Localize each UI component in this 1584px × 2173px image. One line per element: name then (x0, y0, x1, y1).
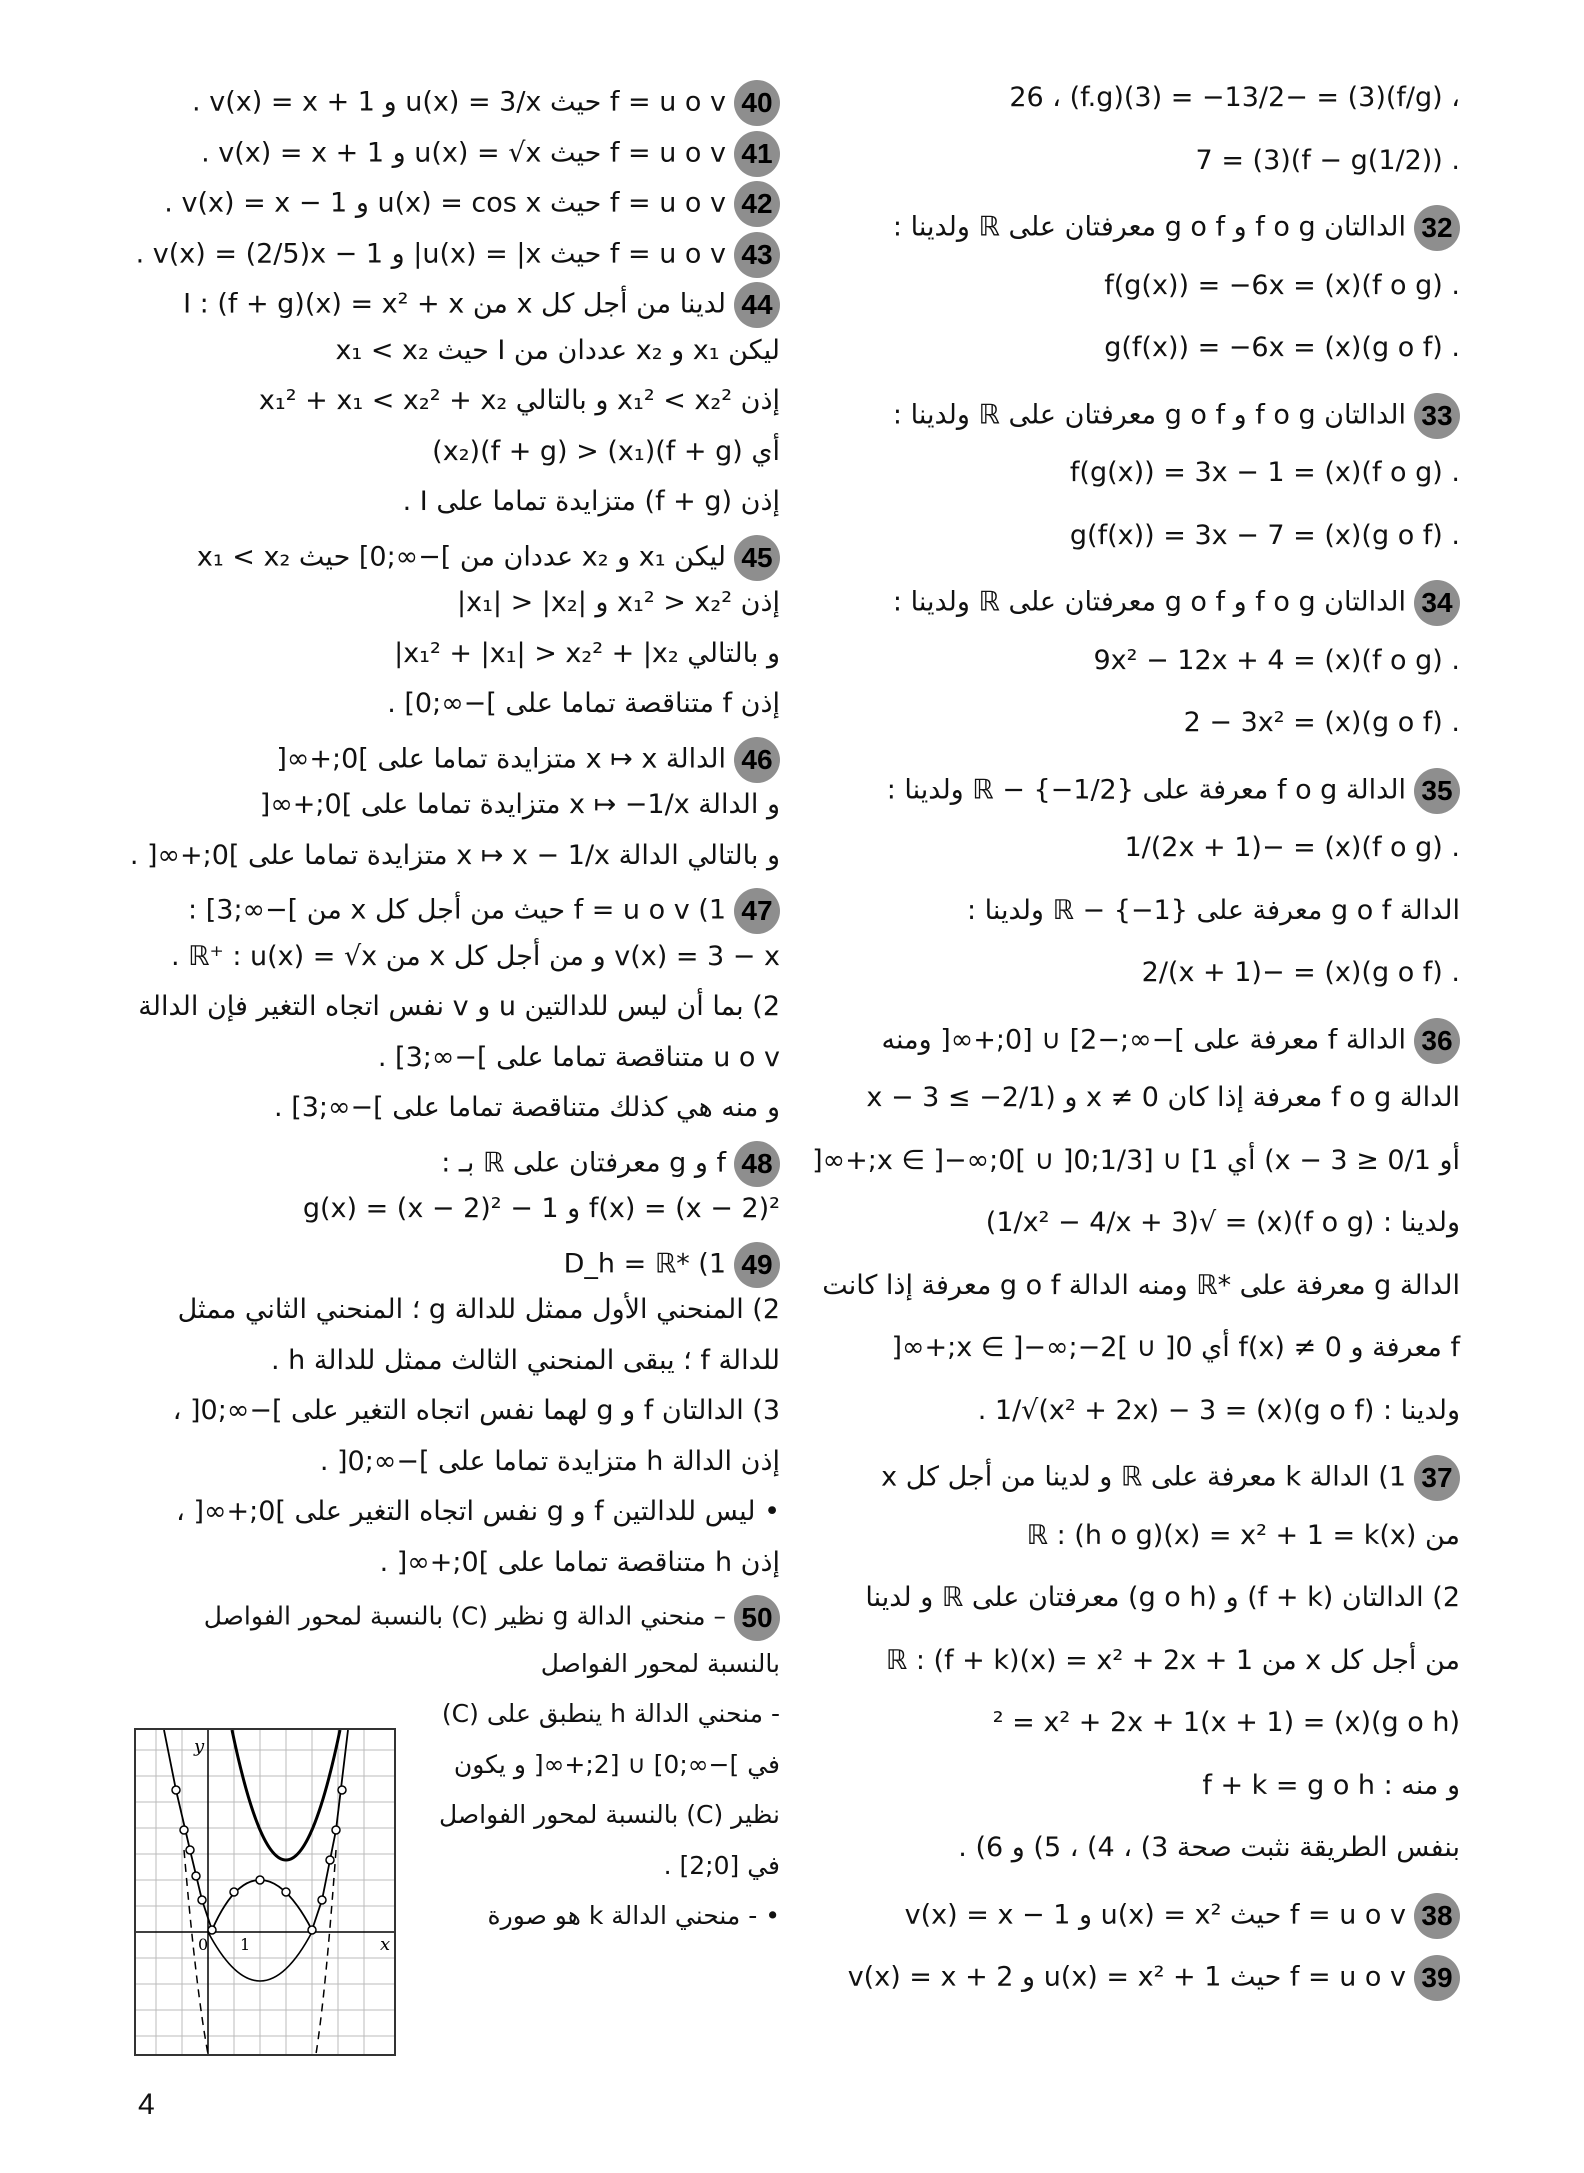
line-text: . (f o g)(x) = f(g(x)) = 3x − 1 (1069, 457, 1460, 488)
text-line (439, 1797, 780, 1833)
text-line (197, 535, 780, 581)
text-line (188, 888, 780, 934)
line-text: f = u o v حيث u(x) = √x و v(x) = x + 1 . (201, 137, 726, 168)
y-axis-label: y (194, 1736, 205, 1757)
line-text: الدالة f o g معرفة على ℝ − {−1/2} ولدينا : (886, 774, 1406, 805)
text-line (454, 1747, 780, 1783)
text-line (1184, 705, 1460, 741)
text-line (303, 1191, 780, 1227)
page-number: 4 (138, 2088, 155, 2121)
line-text: . (g o f)(x) = −2/(x + 1) (1141, 957, 1460, 988)
line-text: من أجل كل x من ℝ : (f + k)(x) = x² + 2x + 1 (885, 1644, 1460, 1676)
line-text: إذن x₁² > x₂² و |x₁| > |x₂| (457, 587, 780, 618)
exercise-number: 38 (1414, 1893, 1460, 1939)
text-line (380, 1545, 780, 1581)
line-text: f = u o v حيث u(x) = |x| و v(x) = (2/5)x − 1 . (135, 238, 726, 269)
text-line (274, 1090, 780, 1126)
line-text: ليكن x₁ و x₂ عددان من I حيث x₁ < x₂ (335, 334, 780, 366)
text-line (958, 1830, 1460, 1866)
text-line (1104, 330, 1460, 366)
text-line (893, 393, 1460, 439)
exercise-number: 50 (734, 1595, 780, 1641)
text-line (812, 1143, 1460, 1179)
text-line (1070, 455, 1460, 491)
text-line (1009, 80, 1460, 116)
exercise-number: 37 (1414, 1455, 1460, 1501)
exercise-number: 44 (734, 282, 780, 328)
origin-label: 0 (198, 1935, 209, 1954)
text-line (271, 1343, 780, 1379)
exercise-number: 41 (734, 131, 780, 177)
line-text: f و g معرفتان على ℝ بـ : (441, 1147, 726, 1178)
line-text: الدالة x ↦ x متزايدة تماما على ]0;+∞[ (276, 743, 726, 774)
line-text: الدالة g معرفة على *ℝ ومنه الدالة g o f معرفة إذا كانت (822, 1269, 1460, 1301)
line-text: إذن h متناقصة تماما على ]0;+∞[ . (379, 1546, 780, 1578)
line-text: أو 1/x − 3 ≥ 0) أي x ∈ ]−∞;0[ ∪ ]0;1/3] ∪ [1;+∞[ (812, 1144, 1460, 1176)
line-text: 3) الدالتان f و g لهما نفس اتجاه التغير على ]−∞;0[ ، (172, 1395, 780, 1426)
text-line (887, 768, 1460, 814)
text-line (1027, 1518, 1460, 1554)
text-line (441, 1141, 780, 1187)
line-text: ولدينا : (g o f)(x) = 1/√(x² + 2x) − 3 . (977, 1394, 1460, 1426)
text-line (1124, 830, 1460, 866)
unit-label: 1 (240, 1935, 251, 1954)
line-text: f(x) = (x − 2)² و g(x) = (x − 2)² − 1 (302, 1193, 780, 1224)
line-text: و بالتالي الدالة x ↦ x − 1/x متزايدة تماما على ]0;+∞[ . (129, 839, 780, 871)
text-line (905, 1893, 1460, 1939)
exercise-number: 45 (734, 535, 780, 581)
line-text: ولدينا : (f o g)(x) = √(1/x² − 4/x + 3) (985, 1207, 1460, 1238)
text-line (178, 1292, 780, 1328)
line-text: f = u o v حيث u(x) = x² و v(x) = x − 1 (904, 1899, 1406, 1930)
line-text: f = u o v حيث u(x) = 3/x و v(x) = x + 1 . (192, 86, 726, 118)
exercise-number: 39 (1414, 1955, 1460, 2001)
text-line (848, 1955, 1460, 2001)
line-text: ، (f/g)(3) = −26 ، (f.g)(3) = −13/2 (1009, 82, 1460, 113)
text-line (891, 1330, 1460, 1366)
text-line (432, 434, 780, 470)
text-line (882, 1018, 1460, 1064)
exercise-number: 43 (734, 232, 780, 278)
text-line (378, 1040, 780, 1076)
line-text: و الدالة x ↦ −1/x متزايدة تماما على ]0;+∞[ (259, 789, 780, 820)
text-line (541, 1646, 780, 1682)
text-line (893, 580, 1460, 626)
line-text: ليكن x₁ و x₂ عددان من ]−∞;0] حيث x₁ < x₂ (196, 541, 726, 572)
text-line (164, 181, 780, 227)
text-line (192, 80, 780, 126)
line-text: 2) المنحني الأول ممثل للدالة g ؛ المنحني الثاني ممثل (177, 1294, 780, 1325)
text-line (564, 1242, 780, 1288)
exercise-number: 36 (1414, 1018, 1460, 1064)
text-line (130, 838, 780, 874)
text-line (457, 585, 780, 621)
line-text: . ((1/2)f − g)(3) = 7 (1195, 144, 1460, 176)
text-line (201, 131, 780, 177)
line-text: 2) بما أن ليس للدالتين u و v نفس اتجاه التغير فإن الدالة (138, 991, 780, 1022)
exercise-number: 33 (1414, 393, 1460, 439)
line-text: • ليس للدالتين f و g نفس اتجاه التغير على ]0;+∞[ ، (176, 1496, 780, 1527)
line-text: و منه هي كذلك متناقصة تماما على ]−∞;3] . (274, 1092, 780, 1123)
exercise-number: 35 (1414, 768, 1460, 814)
text-line (176, 1494, 780, 1530)
text-line (993, 1705, 1460, 1741)
line-text: للدالة f ؛ يبقى المنحني الثالث ممثل للدالة h . (270, 1344, 780, 1376)
exercise-number: 49 (734, 1242, 780, 1288)
text-line (865, 1580, 1460, 1616)
text-line (866, 1080, 1460, 1116)
text-line (260, 787, 780, 823)
line-text: إذن x₁² < x₂² و بالتالي x₁² + x₁ < x₂² + x₂ (258, 385, 780, 416)
text-line (1104, 268, 1460, 304)
line-text: إذن f متناقصة تماما على ]−∞;0] . (387, 688, 780, 719)
text-line (394, 636, 780, 672)
text-line (893, 205, 1460, 251)
exercise-number: 32 (1414, 205, 1460, 251)
line-text: بالنسبة لمحور الفواصل (540, 1648, 780, 1678)
line-text: . (f o g)(x) = 9x² − 12x + 4 (1093, 644, 1460, 676)
graph-svg (136, 1730, 394, 2054)
text-line (204, 1595, 780, 1641)
text-line (1094, 643, 1461, 679)
line-text: 1) f = u o v حيث من أجل كل x من ]−∞;3] : (188, 894, 726, 926)
exercise-number: 40 (734, 80, 780, 126)
text-line (822, 1268, 1460, 1304)
line-text: v(x) = 3 − x و من أجل كل x من ℝ⁺ : u(x) = √x . (170, 940, 780, 972)
line-text: • - منحني الدالة k هو صورة (487, 1901, 780, 1930)
line-text: الدالة g o f معرفة على ℝ − {−1} ولدينا : (966, 894, 1460, 926)
text-line (1142, 955, 1460, 991)
exercise-number: 47 (734, 888, 780, 934)
line-text: – منحني الدالة g نظير (C) بالنسبة لمحور الفواصل (203, 1601, 726, 1631)
text-line (403, 484, 780, 520)
line-text: 2) الدالتان (f + k) و (g o h) معرفتان على ℝ و لدينا (865, 1582, 1460, 1613)
exercise-number: 34 (1414, 580, 1460, 626)
text-line (387, 686, 780, 722)
text-line (335, 333, 780, 369)
line-text: الدالة f معرفة على ]−∞;−2] ∪ [0;+∞[ ومنه (881, 1024, 1406, 1055)
line-text: و بالتالي x₁² + |x₁| > x₂² + |x₂| (394, 637, 780, 669)
text-line (986, 1205, 1460, 1241)
line-text: الدالة f o g معرفة إذا كان x ≠ 0 و (1/x − 3 ≤ −2 (866, 1082, 1460, 1113)
text-line (886, 1643, 1460, 1679)
line-text: و منه : f + k = g o h (1202, 1769, 1460, 1801)
line-text: D_h = ℝ* (1 (563, 1248, 726, 1279)
text-line (442, 1696, 780, 1732)
text-line (967, 893, 1460, 929)
exercise-number: 46 (734, 737, 780, 783)
text-line (1070, 518, 1460, 554)
line-text: إذن (f + g) متزايدة تماما على I . (402, 486, 780, 517)
line-text: u o v متناقصة تماما على ]−∞;3] . (377, 1041, 780, 1073)
line-text: (g o h)(x) = (x + 1)² = x² + 2x + 1 (992, 1707, 1460, 1738)
line-text: الدالتان f o g و g o f معرفتان على ℝ ولدينا : (892, 586, 1406, 618)
text-line (173, 1393, 780, 1429)
line-text: . (g o f)(x) = g(f(x)) = −6x (1104, 332, 1460, 363)
line-text: . (g o f)(x) = g(f(x)) = 3x − 7 (1069, 519, 1460, 551)
exercise-number: 48 (734, 1141, 780, 1187)
line-text: لدينا من أجل كل x من I : (f + g)(x) = x² + x (183, 288, 726, 320)
text-line (183, 282, 780, 328)
text-line (664, 1848, 780, 1884)
graph-grid (136, 1730, 394, 2054)
line-text: في ]−∞;0] ∪ [2;+∞[ و يكون (453, 1749, 780, 1779)
line-text: 1) الدالة k معرفة على ℝ و لدينا من أجل كل x (881, 1461, 1406, 1493)
line-text: . (f o g)(x) = f(g(x)) = −6x (1104, 269, 1460, 301)
line-text: في [0;2] . (663, 1850, 780, 1880)
text-line (320, 1444, 780, 1480)
text-line (171, 939, 780, 975)
line-text: f = u o v حيث u(x) = cos x و v(x) = x − 1 . (164, 187, 726, 219)
line-text: f معرفة و f(x) ≠ 0 أي x ∈ ]−∞;−2[ ∪ ]0;+∞[ (891, 1332, 1460, 1363)
line-text: . (f o g)(x) = −1/(2x + 1) (1124, 832, 1460, 863)
text-line (138, 989, 780, 1025)
line-text: الدالتان f o g و g o f معرفتان على ℝ ولدينا : (892, 399, 1406, 430)
text-line (1196, 143, 1460, 179)
exercise-50-graph (134, 1728, 396, 2056)
text-line (881, 1455, 1460, 1501)
line-text: إذن الدالة h متزايدة تماما على ]−∞;0[ . (319, 1445, 780, 1477)
line-text: أي (f + g)(x₁) < (f + g)(x₂) (432, 435, 780, 467)
x-axis-label: x (380, 1934, 391, 1955)
text-line (488, 1898, 780, 1934)
line-text: الدالتان f o g و g o f معرفتان على ℝ ولدينا : (892, 211, 1406, 243)
line-text: - منحني الدالة h ينطبق على (C) (441, 1699, 780, 1728)
line-text: نظير (C) بالنسبة لمحور الفواصل (439, 1800, 780, 1829)
text-line (276, 737, 780, 783)
text-line (978, 1393, 1460, 1429)
text-line (259, 383, 780, 419)
text-line (136, 232, 780, 278)
line-text: من ℝ : (h o g)(x) = x² + 1 = k(x) (1026, 1519, 1460, 1551)
text-line (1202, 1768, 1460, 1804)
line-text: . (g o f)(x) = 2 − 3x² (1183, 707, 1460, 738)
line-text: f = u o v حيث u(x) = x² + 1 و v(x) = x + 2 (847, 1961, 1406, 1993)
line-text: بنفس الطريقة نثبت صحة 3) ، 4) ، 5) و 6) . (958, 1832, 1460, 1863)
exercise-number: 42 (734, 181, 780, 227)
